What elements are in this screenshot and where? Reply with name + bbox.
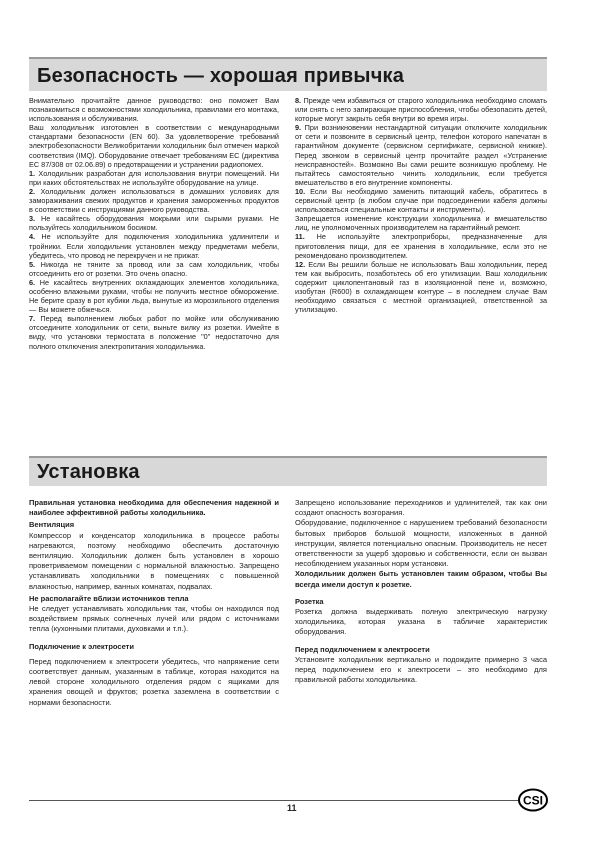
socket-text: Розетка должна выдерживать полную электрическую нагрузку холодильника, которая указана в табличке характеристик оборудования. <box>295 607 547 637</box>
before-connection-heading: Перед подключением к электросети <box>295 644 430 654</box>
section-header-installation <box>29 456 547 486</box>
safety-item-5: 5. Никогда не тяните за провод или за сам холодильник, чтобы отсоединить его от розетки. Это очень опасно. <box>29 259 279 278</box>
safety-item-1: 1. Холодильник разработан для использования внутри помещений. Ни при каких обстоятельствах не используйте оборудование на улице. <box>29 168 279 187</box>
safety-item-10: 10. Если Вы необходимо заменить питающий кабель, обратитесь в сервисный центр (в любом случае при подсоединении кабеля должны использоваться специальные контакты и инструменты). <box>295 186 547 215</box>
safety-item-7: 7. Перед выполнением любых работ по мойке или обслуживанию отсоедините холодильник от сети, выньте вилку из розетки. Имейте в виду, что установки термостата в положение "0" недостаточно для полного отключения электропитания холодильника. <box>29 314 279 351</box>
installation-intro: Правильная установка необходима для обеспечения надежной и наиболее эффективной работы холодильника. <box>29 498 279 518</box>
socket-access-note: Холодильник должен быть установлен таким образом, чтобы Вы всегда имели доступ к розетке. <box>295 569 547 589</box>
safety-modification-note: Запрещается изменение конструкции холодильника и вмешательство лиц, не уполномоченных производителем на гарантийный ремонт. <box>295 214 547 233</box>
safety-intro: Внимательно прочитайте данное руководство: оно поможет Вам познакомиться с возможностями холодильника, правилами его монтажа, использования и обслуживания. <box>29 96 279 124</box>
safety-responsibility: Оборудование, подключенное с нарушением требований безопасности бытовых приборов большой мощности, изложенных в данной инструкции, является потенциально опасным. Производитель не несет ответственности за ущерб здоровью и собственности, если он вызван несоблюдением указанных норм установки. <box>295 518 547 569</box>
ventilation-heading: Вентиляция <box>29 520 75 530</box>
safety-item-3: 3. Не касайтесь оборудования мокрыми или сырыми руками. Не пользуйтесь холодильником босиком. <box>29 214 279 233</box>
installation-left-column <box>29 498 279 708</box>
socket-heading: Розетка <box>295 596 324 606</box>
footer-divider <box>29 800 519 801</box>
connection-text: Перед подключением к электросети убедитесь, что напряжение сети соответствует данным, указанным в таблице, которая находится на левой стороне холодильного отделения рядом с ящиками для хранения овощей и фруктов; розетка заземлена в соответствии с нормами безопасности. <box>29 656 279 707</box>
connection-heading: Подключение к электросети <box>29 641 134 651</box>
section-title-safety: Безопасность — хорошая привычка <box>37 65 405 87</box>
safety-item-9: 9. При возникновении нестандартной ситуации отключите холодильник от сети и позвоните в сервисный центр, телефон которого напечатан в гарантийном документе (сервисном сертификате, сервисной книжке). Перед звонком в сервисный центр прочитайте раздел «Устранение неисправностей». Возможно Вы сами решите возникшую проблему. Не пытайтесь самостоятельно чинить холодильник, если требуется вмешательство в его внутренние компоненты. <box>295 123 547 187</box>
ventilation-text: Компрессор и конденсатор холодильника в процессе работы нагреваются, поэтому необходимо обеспечить достаточную вентиляцию. Холодильник должен быть установлен в хорошо проветриваемом помещении с нормальной влажностью. Запрещено устанавливать холодильники в помещениях с повышенной влажностью, например, ванных комнатах, подвалах. <box>29 530 279 591</box>
safety-left-column <box>29 96 279 351</box>
section-title-installation: Установка <box>37 461 140 483</box>
safety-item-6: 6. Не касайтесь внутренних охлаждающих элементов холодильника, особенно влажными руками, чтобы не получить местное обморожение. Не берите сразу в рот кубики льда, вынутые из морозильного отделения — Вы можете обжечься. <box>29 277 279 315</box>
safety-item-12: 12. Если Вы решили больше не использовать Ваш холодильник, перед тем как выбросить, позаботьтесь об его утилизации. Ваш холодильник содержит циклопентановый газ в изоляционной пене и, возможно, изобутан (R600) в охлаждающем контуре – в последнем случае Вам необходимо связаться с местной организацией, ответственной за утилизацию. <box>295 259 547 315</box>
page-number: 11 <box>287 803 297 813</box>
safety-item-8: 8. Прежде чем избавиться от старого холодильника необходимо сломать или снять с него запирающие приспособления, чтобы обезопасить детей, которые могут закрыть себя внутри во время игры. <box>295 96 547 124</box>
adapters-warning: Запрещено использование переходников и удлинителей, так как они создают опасность возгорания. <box>295 498 547 518</box>
csi-logo <box>518 788 548 812</box>
heat-sources-heading: Не располагайте вблизи источников тепла <box>29 593 189 603</box>
csi-logo-text: CSI <box>522 793 544 808</box>
installation-right-column <box>295 498 547 685</box>
safety-item-4: 4. Не используйте для подключения холодильника удлинители и тройники. Если холодильник установлен между предметами мебели, убедитесь, что провод не перекручен и не прижат. <box>29 232 279 260</box>
section-header-safety <box>29 57 547 91</box>
before-connection-text: Установите холодильник вертикально и подождите примерно 3 часа перед подключением его к электросети – это необходимо для правильной работы холодильника. <box>295 654 547 685</box>
heat-sources-text: Не следует устанавливать холодильник так, чтобы он находился под воздействием прямых солнечных лучей или рядом с источниками тепла (кухонными плитами, духовками и т.п.). <box>29 604 279 634</box>
safety-item-11: 11. Не используйте электроприборы, предназначенные для приготовления пищи, для ее хранения в холодильнике, если это не рекомендовано производителем. <box>295 232 547 260</box>
safety-item-2: 2. Холодильник должен использоваться в домашних условиях для замораживания свежих продуктов и хранения замороженных продуктов в соответствии с инструкциями данного руководства. <box>29 186 279 215</box>
safety-right-column <box>295 96 547 314</box>
safety-standards: Ваш холодильник изготовлен в соответствии с международными стандартами безопасности (EN 60). За удовлетворение требований электробезопасности Великобритании холодильник был отмечен маркой соответствия (IMQ). Оборудование отвечает требованиям ЕС (директива ЕС 87/308 от 02.06.89) о предотвращении и устранении радиопомех. <box>29 123 279 169</box>
